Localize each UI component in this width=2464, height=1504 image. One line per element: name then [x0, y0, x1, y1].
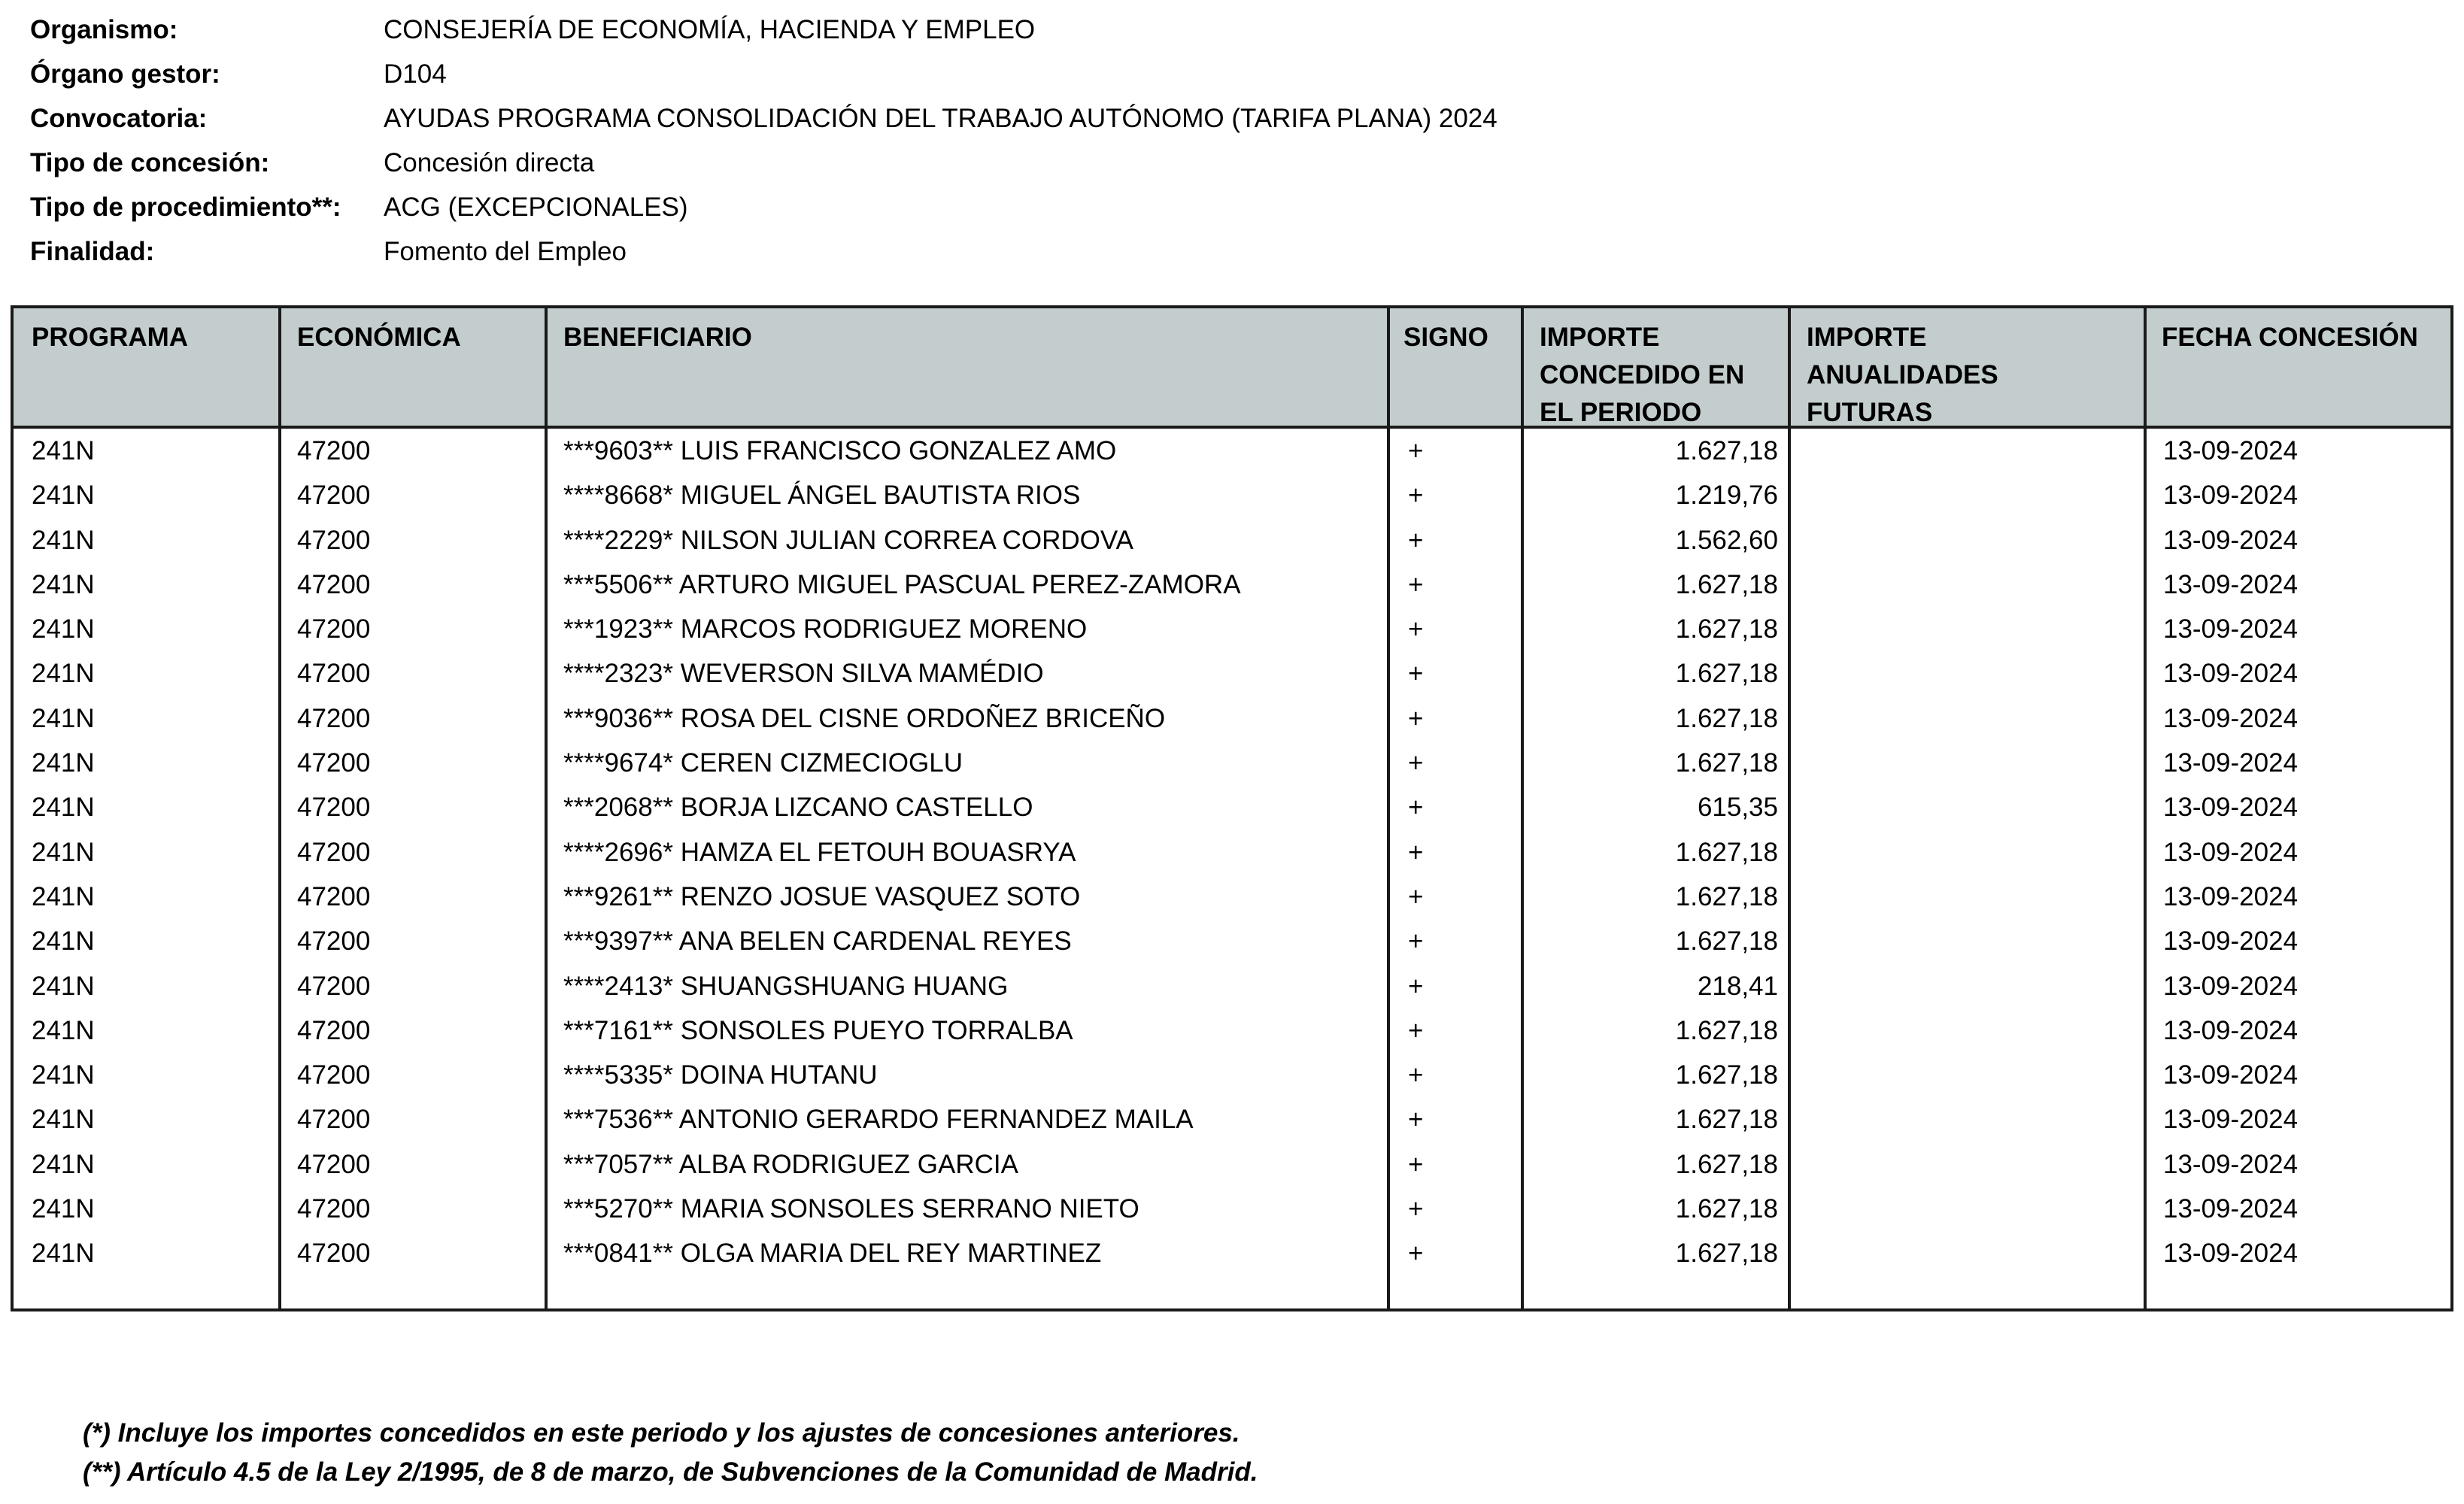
cell-programa: 241N	[32, 971, 95, 1001]
cell-importe-futuras	[1792, 875, 2123, 919]
cell-fecha: 13-09-2024	[2163, 1194, 2299, 1224]
cell-programa: 241N	[32, 1015, 95, 1045]
footnote: (**) Artículo 4.5 de la Ley 2/1995, de 8 de marzo, de Subvenciones de la Comunidad de Madrid.	[83, 1457, 1258, 1487]
cell-importe: 1.627,18	[1675, 1105, 1778, 1135]
cell-programa: 241N	[32, 659, 95, 689]
cell-economica: 47200	[297, 748, 371, 778]
table-row	[14, 741, 2450, 785]
cell-beneficiario: ***9261** RENZO JOSUE VASQUEZ SOTO	[563, 881, 1081, 911]
cell-importe: 1.627,18	[1675, 436, 1778, 465]
meta-row-finalidad	[30, 229, 1498, 274]
cell-programa: 241N	[32, 1060, 95, 1090]
cell-economica: 47200	[297, 703, 371, 733]
table-row	[14, 1187, 2450, 1231]
cell-economica: 47200	[297, 881, 371, 911]
cell-importe: 1.627,18	[1675, 1239, 1778, 1269]
cell-beneficiario: ****2229* NILSON JULIAN CORREA CORDOVA	[563, 525, 1133, 555]
cell-programa: 241N	[32, 481, 95, 511]
table-header	[14, 308, 2450, 429]
table-row	[14, 785, 2450, 829]
cell-signo: +	[1408, 481, 1424, 511]
cell-programa: 241N	[32, 1149, 95, 1179]
cell-beneficiario: ***1923** MARCOS RODRIGUEZ MORENO	[563, 614, 1088, 644]
meta-label: Finalidad:	[30, 236, 155, 266]
cell-importe: 1.627,18	[1675, 881, 1778, 911]
cell-importe: 1.562,60	[1675, 525, 1778, 555]
cell-programa: 241N	[32, 748, 95, 778]
cell-programa: 241N	[32, 1105, 95, 1135]
cell-economica: 47200	[297, 659, 371, 689]
cell-importe-futuras	[1792, 518, 2123, 562]
cell-programa: 241N	[32, 881, 95, 911]
cell-beneficiario: ***9603** LUIS FRANCISCO GONZALEZ AMO	[563, 436, 1117, 465]
cell-importe: 1.627,18	[1675, 659, 1778, 689]
cell-economica: 47200	[297, 481, 371, 511]
header-economica: ECONÓMICA	[297, 323, 461, 352]
meta-row-tipo-concesion	[30, 141, 1498, 185]
meta-row-tipo-procedimiento	[30, 185, 1498, 229]
cell-importe: 1.627,18	[1675, 703, 1778, 733]
cell-fecha: 13-09-2024	[2163, 614, 2299, 644]
cell-importe-futuras	[1792, 830, 2123, 875]
cell-importe: 1.627,18	[1675, 837, 1778, 867]
cell-importe-futuras	[1792, 696, 2123, 741]
cell-importe-futuras	[1792, 1053, 2123, 1097]
cell-importe: 1.219,76	[1675, 481, 1778, 511]
cell-importe-futuras	[1792, 473, 2123, 517]
cell-importe: 1.627,18	[1675, 1149, 1778, 1179]
cell-beneficiario: ***9036** ROSA DEL CISNE ORDOÑEZ BRICEÑO	[563, 703, 1166, 733]
cell-importe-futuras	[1792, 1008, 2123, 1053]
cell-importe-futuras	[1792, 1231, 2123, 1275]
meta-value: ACG (EXCEPCIONALES)	[384, 192, 688, 222]
cell-economica: 47200	[297, 1239, 371, 1269]
cell-beneficiario: ****8668* MIGUEL ÁNGEL BAUTISTA RIOS	[563, 481, 1081, 511]
cell-fecha: 13-09-2024	[2163, 793, 2299, 823]
meta-value: Fomento del Empleo	[384, 236, 627, 266]
header-beneficiario: BENEFICIARIO	[563, 323, 752, 352]
cell-fecha: 13-09-2024	[2163, 748, 2299, 778]
cell-beneficiario: ****5335* DOINA HUTANU	[563, 1060, 878, 1090]
cell-beneficiario: ***5506** ARTURO MIGUEL PASCUAL PEREZ-ZAMORA	[563, 569, 1241, 599]
cell-economica: 47200	[297, 1060, 371, 1090]
cell-economica: 47200	[297, 1149, 371, 1179]
cell-fecha: 13-09-2024	[2163, 1239, 2299, 1269]
meta-label: Organismo:	[30, 14, 178, 44]
table-row	[14, 964, 2450, 1008]
meta-value: D104	[384, 59, 447, 89]
table-row	[14, 919, 2450, 963]
cell-fecha: 13-09-2024	[2163, 525, 2299, 555]
table-row	[14, 429, 2450, 473]
cell-importe-futuras	[1792, 562, 2123, 607]
cell-importe-futuras	[1792, 785, 2123, 829]
cell-beneficiario: ***9397** ANA BELEN CARDENAL REYES	[563, 926, 1072, 957]
header-futuras-line: IMPORTE	[1807, 323, 1927, 352]
cell-beneficiario: ***0841** OLGA MARIA DEL REY MARTINEZ	[563, 1239, 1102, 1269]
cell-fecha: 13-09-2024	[2163, 436, 2299, 465]
table-row	[14, 1142, 2450, 1187]
cell-importe-futuras	[1792, 1187, 2123, 1231]
header-fecha-concesion: FECHA CONCESIÓN	[2162, 323, 2418, 352]
meta-row-organismo	[30, 8, 1498, 52]
cell-programa: 241N	[32, 436, 95, 465]
footnote: (*) Incluye los importes concedidos en este periodo y los ajustes de concesiones anteriores.	[83, 1418, 1240, 1448]
cell-signo: +	[1408, 436, 1424, 465]
cell-fecha: 13-09-2024	[2163, 1105, 2299, 1135]
cell-economica: 47200	[297, 793, 371, 823]
header-futuras-line: ANUALIDADES	[1807, 360, 1998, 390]
cell-importe-futuras	[1792, 1097, 2123, 1142]
cell-beneficiario: ****9674* CEREN CIZMECIOGLU	[563, 748, 963, 778]
header-importe-line: EL PERIODO	[1540, 398, 1702, 427]
cell-programa: 241N	[32, 1194, 95, 1224]
cell-signo: +	[1408, 1149, 1424, 1179]
cell-signo: +	[1408, 659, 1424, 689]
cell-economica: 47200	[297, 525, 371, 555]
cell-fecha: 13-09-2024	[2163, 1060, 2299, 1090]
cell-economica: 47200	[297, 971, 371, 1001]
table-body	[14, 429, 2450, 1276]
header-futuras-line: FUTURAS	[1807, 398, 1933, 427]
header-importe-line: CONCEDIDO EN	[1540, 360, 1745, 390]
meta-value: CONSEJERÍA DE ECONOMÍA, HACIENDA Y EMPLEO	[384, 14, 1036, 44]
cell-economica: 47200	[297, 614, 371, 644]
cell-programa: 241N	[32, 793, 95, 823]
cell-programa: 241N	[32, 703, 95, 733]
cell-beneficiario: ***7161** SONSOLES PUEYO TORRALBA	[563, 1015, 1073, 1045]
cell-fecha: 13-09-2024	[2163, 971, 2299, 1001]
cell-beneficiario: ***7536** ANTONIO GERARDO FERNANDEZ MAILA	[563, 1105, 1194, 1135]
cell-signo: +	[1408, 1015, 1424, 1045]
cell-economica: 47200	[297, 436, 371, 465]
cell-importe-futuras	[1792, 964, 2123, 1008]
cell-signo: +	[1408, 1194, 1424, 1224]
cell-fecha: 13-09-2024	[2163, 881, 2299, 911]
cell-programa: 241N	[32, 1239, 95, 1269]
cell-fecha: 13-09-2024	[2163, 569, 2299, 599]
cell-importe: 615,35	[1697, 793, 1778, 823]
cell-signo: +	[1408, 569, 1424, 599]
header-programa: PROGRAMA	[32, 323, 189, 352]
cell-signo: +	[1408, 703, 1424, 733]
meta-row-convocatoria	[30, 96, 1498, 141]
cell-importe: 1.627,18	[1675, 1194, 1778, 1224]
cell-beneficiario: ****2696* HAMZA EL FETOUH BOUASRYA	[563, 837, 1076, 867]
meta-label: Tipo de concesión:	[30, 147, 270, 177]
cell-signo: +	[1408, 971, 1424, 1001]
cell-importe-futuras	[1792, 741, 2123, 785]
cell-importe-futuras	[1792, 919, 2123, 963]
cell-programa: 241N	[32, 837, 95, 867]
cell-beneficiario: ****2413* SHUANGSHUANG HUANG	[563, 971, 1009, 1001]
cell-fecha: 13-09-2024	[2163, 926, 2299, 957]
cell-programa: 241N	[32, 614, 95, 644]
table-row	[14, 1053, 2450, 1097]
cell-importe: 1.627,18	[1675, 748, 1778, 778]
cell-importe: 1.627,18	[1675, 1060, 1778, 1090]
cell-economica: 47200	[297, 1015, 371, 1045]
cell-signo: +	[1408, 881, 1424, 911]
cell-importe: 1.627,18	[1675, 926, 1778, 957]
cell-importe-futuras	[1792, 429, 2123, 473]
table-row	[14, 696, 2450, 741]
cell-importe: 1.627,18	[1675, 614, 1778, 644]
meta-value: Concesión directa	[384, 147, 595, 177]
cell-signo: +	[1408, 1239, 1424, 1269]
cell-beneficiario: ***7057** ALBA RODRIGUEZ GARCIA	[563, 1149, 1018, 1179]
cell-fecha: 13-09-2024	[2163, 703, 2299, 733]
table-row	[14, 607, 2450, 651]
cell-fecha: 13-09-2024	[2163, 1149, 2299, 1179]
cell-fecha: 13-09-2024	[2163, 481, 2299, 511]
metadata-block	[30, 8, 1498, 274]
table-row	[14, 1097, 2450, 1142]
table-row	[14, 651, 2450, 696]
cell-fecha: 13-09-2024	[2163, 1015, 2299, 1045]
cell-signo: +	[1408, 1105, 1424, 1135]
cell-fecha: 13-09-2024	[2163, 659, 2299, 689]
meta-row-organo-gestor	[30, 52, 1498, 96]
cell-importe: 218,41	[1697, 971, 1778, 1001]
cell-importe: 1.627,18	[1675, 569, 1778, 599]
cell-importe-futuras	[1792, 1142, 2123, 1187]
table-row	[14, 518, 2450, 562]
table-row	[14, 1008, 2450, 1053]
table-row	[14, 830, 2450, 875]
cell-signo: +	[1408, 614, 1424, 644]
cell-programa: 241N	[32, 569, 95, 599]
cell-fecha: 13-09-2024	[2163, 837, 2299, 867]
cell-economica: 47200	[297, 569, 371, 599]
cell-programa: 241N	[32, 926, 95, 957]
cell-importe: 1.627,18	[1675, 1015, 1778, 1045]
cell-economica: 47200	[297, 926, 371, 957]
footnotes	[83, 1414, 1258, 1492]
cell-economica: 47200	[297, 1194, 371, 1224]
cell-signo: +	[1408, 837, 1424, 867]
cell-beneficiario: ***2068** BORJA LIZCANO CASTELLO	[563, 793, 1033, 823]
cell-programa: 241N	[32, 525, 95, 555]
cell-signo: +	[1408, 1060, 1424, 1090]
meta-label: Órgano gestor:	[30, 59, 220, 89]
header-importe-futuras	[1807, 319, 1998, 432]
header-importe-line: IMPORTE	[1540, 323, 1660, 352]
cell-economica: 47200	[297, 837, 371, 867]
table-row	[14, 1231, 2450, 1275]
cell-signo: +	[1408, 748, 1424, 778]
meta-value: AYUDAS PROGRAMA CONSOLIDACIÓN DEL TRABAJO AUTÓNOMO (TARIFA PLANA) 2024	[384, 103, 1498, 133]
header-signo: SIGNO	[1403, 323, 1488, 352]
meta-label: Tipo de procedimiento**:	[30, 192, 341, 222]
cell-signo: +	[1408, 793, 1424, 823]
cell-signo: +	[1408, 525, 1424, 555]
cell-signo: +	[1408, 926, 1424, 957]
table-row	[14, 473, 2450, 517]
cell-importe-futuras	[1792, 651, 2123, 696]
table-row	[14, 875, 2450, 919]
cell-economica: 47200	[297, 1105, 371, 1135]
meta-label: Convocatoria:	[30, 103, 208, 133]
header-importe-concedido	[1540, 319, 1744, 432]
cell-importe-futuras	[1792, 607, 2123, 651]
concessions-table	[11, 305, 2453, 1311]
cell-beneficiario: ****2323* WEVERSON SILVA MAMÉDIO	[563, 659, 1044, 689]
table-row	[14, 562, 2450, 607]
cell-beneficiario: ***5270** MARIA SONSOLES SERRANO NIETO	[563, 1194, 1139, 1224]
